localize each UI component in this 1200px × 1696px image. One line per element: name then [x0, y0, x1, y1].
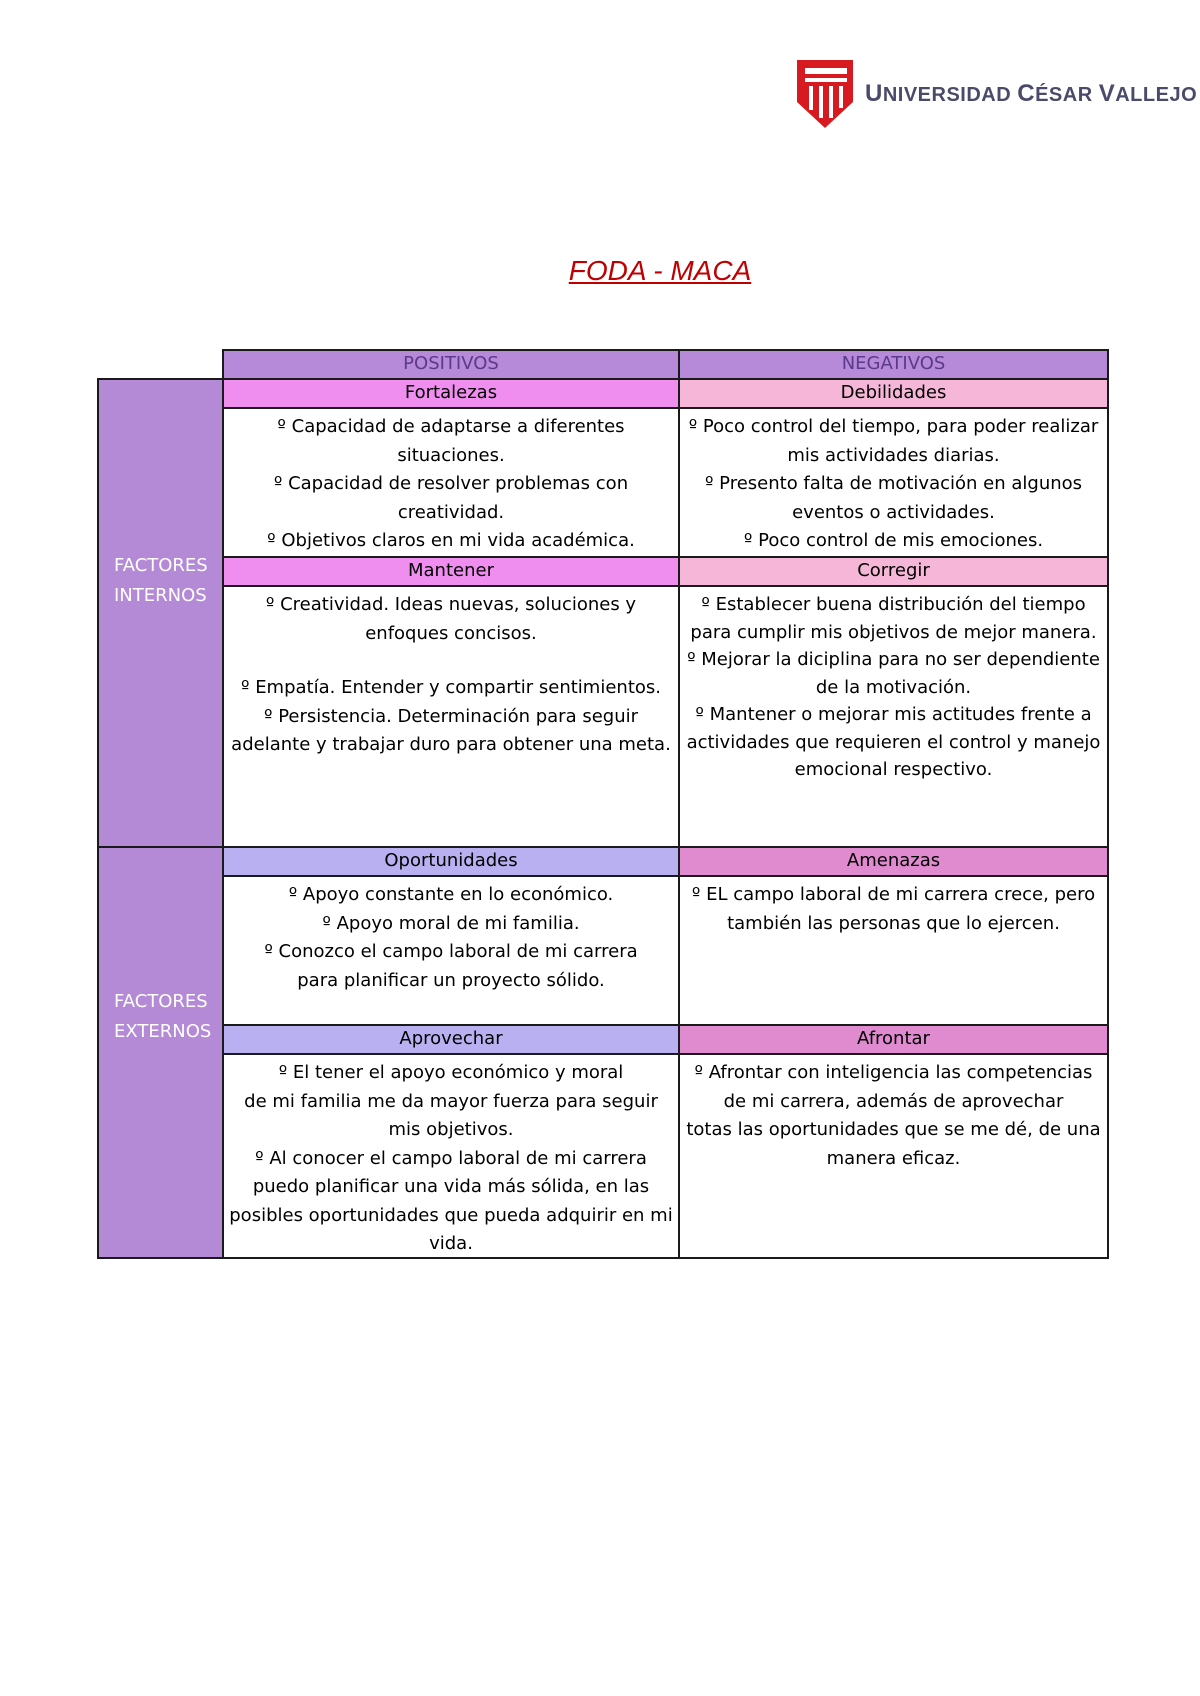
header-oportunidades: Oportunidades: [222, 846, 680, 877]
side-label-line: INTERNOS: [114, 585, 207, 606]
list-item: º Conozco el campo laboral de mi carrera: [264, 941, 638, 962]
foda-table: [97, 349, 1109, 1259]
header-fortalezas: Fortalezas: [222, 378, 680, 409]
list-item: º EL campo laboral de mi carrera crece, pero también las personas que lo ejercen.: [691, 884, 1096, 934]
fortalezas-content: [222, 407, 680, 558]
list-item: de la motivación.: [815, 676, 972, 698]
list-item: º Mejorar la diciplina para no ser dependiente: [687, 649, 1100, 670]
list-item: º Creatividad. Ideas nuevas, soluciones y enfoques concisos.: [265, 594, 637, 644]
list-item: º Presento falta de motivación en algunos eventos o actividades.: [704, 473, 1083, 523]
list-item: º Objetivos claros en mi vida académica.: [267, 530, 635, 551]
list-item: º Poco control de mis emociones.: [743, 530, 1044, 551]
side-label-line: FACTORES: [114, 555, 208, 576]
aprovechar-content: [222, 1053, 680, 1259]
list-item: º Persistencia. Determinación para seguir adelante y trabajar duro para obtener una meta.: [231, 705, 671, 755]
list-item: para planificar un proyecto sólido.: [297, 969, 605, 991]
header-afrontar: Afrontar: [678, 1024, 1109, 1055]
header-amenazas: Amenazas: [678, 846, 1109, 877]
list-item: de mi familia me da mayor fuerza para seguir mis objetivos.: [244, 1090, 658, 1140]
list-item: totas las oportunidades que se me dé, de una manera eficaz.: [686, 1119, 1101, 1169]
list-item: emocional respectivo.: [794, 759, 993, 780]
spacer: [228, 648, 674, 674]
university-shield-icon: [795, 58, 855, 130]
list-item: º Establecer buena distribución del tiempo para cumplir mis objetivos de mejor manera.: [690, 594, 1097, 643]
list-item: de mi carrera, además de aprovechar: [723, 1090, 1064, 1112]
side-label-factores-externos: [97, 846, 224, 1259]
header-mantener: Mantener: [222, 556, 680, 587]
list-item: º Poco control del tiempo, para poder realizar mis actividades diarias.: [688, 416, 1099, 466]
header-aprovechar: Aprovechar: [222, 1024, 680, 1055]
list-item: º Al conocer el campo laboral de mi carrera puedo planificar una vida más sólida, en las posibles oportunidades que pueda adquirir en mi vida.: [229, 1147, 673, 1254]
university-logo: [795, 58, 1198, 130]
header-corregir: Corregir: [678, 556, 1109, 587]
side-label-factores-internos: [97, 378, 224, 848]
list-item: º Empatía. Entender y compartir sentimientos.: [240, 677, 661, 698]
column-header-negativos: NEGATIVOS: [678, 349, 1109, 380]
column-header-positivos: POSITIVOS: [222, 349, 680, 380]
afrontar-content: [678, 1053, 1109, 1259]
header-debilidades: Debilidades: [678, 378, 1109, 409]
amenazas-content: [678, 875, 1109, 1026]
corregir-content: [678, 585, 1109, 848]
list-item: º Afrontar con inteligencia las competencias: [694, 1062, 1093, 1083]
list-item: º Apoyo constante en lo económico.: [288, 884, 614, 905]
list-item: º Mantener o mejorar mis actitudes frente a actividades que requieren el control y manejo: [686, 704, 1101, 753]
page-title: FODA - MACA: [568, 255, 752, 286]
debilidades-content: [678, 407, 1109, 558]
list-item: º Capacidad de resolver problemas con creatividad.: [273, 473, 629, 523]
side-label-line: EXTERNOS: [114, 1021, 212, 1042]
mantener-content: [222, 585, 680, 848]
list-item: º Capacidad de adaptarse a diferentes situaciones.: [277, 416, 625, 466]
side-label-line: FACTORES: [114, 991, 208, 1012]
university-name: UNIVERSIDAD CÉSAR VALLEJO: [865, 80, 1198, 107]
list-item: º El tener el apoyo económico y moral: [278, 1062, 624, 1083]
oportunidades-content: [222, 875, 680, 1026]
list-item: º Apoyo moral de mi familia.: [322, 912, 580, 934]
